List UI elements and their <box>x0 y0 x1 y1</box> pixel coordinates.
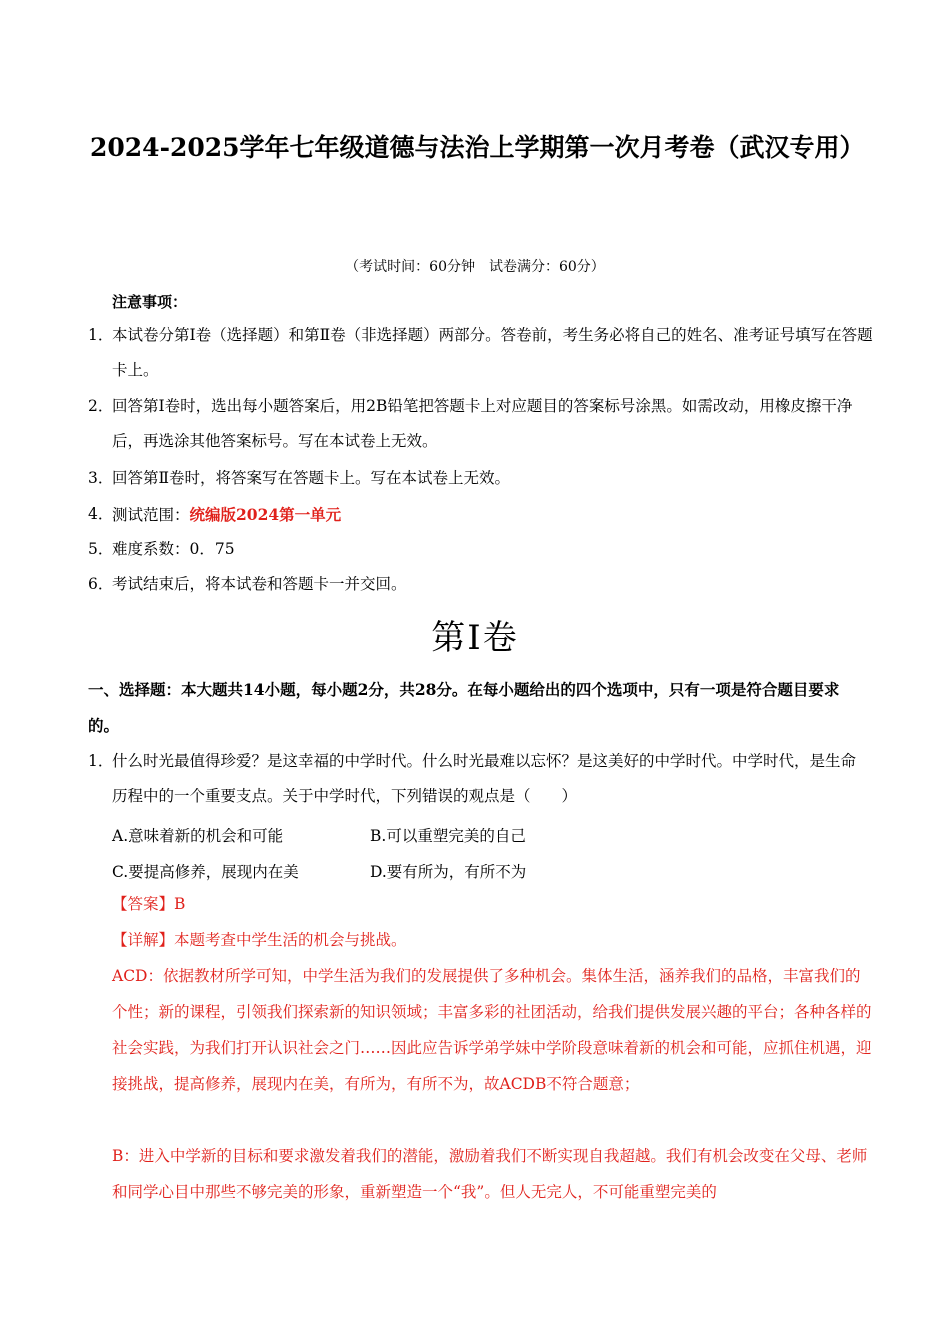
notice-item-number: 3． <box>88 469 114 487</box>
option-b: B.可以重塑完美的自己 <box>370 827 526 845</box>
notice-item <box>88 532 878 567</box>
notice-item-text: 回答第Ⅰ卷时，选出每小题答案后，用2B铅笔把答题卡上对应题目的答案标号涂黑。如需改动，用橡皮擦干净后，再选涂其他答案标号。写在本试卷上无效。 <box>112 397 853 450</box>
notice-item-number: 4． <box>88 505 114 523</box>
scope-label: 测试范围： <box>112 506 190 524</box>
notice-item-number: 1． <box>88 326 114 344</box>
notice-item <box>88 461 878 496</box>
notice-item-text <box>112 497 878 533</box>
option-d: D.要有所为，有所不为 <box>370 863 527 881</box>
page-title: 2024-2025学年七年级道德与法治上学期第一次月考卷（武汉专用） <box>90 133 865 162</box>
notice-item-text: 考试结束后，将本试卷和答题卡一并交回。 <box>112 575 407 593</box>
notice-item-text: 回答第Ⅱ卷时，将答案写在答题卡上。写在本试卷上无效。 <box>112 469 511 487</box>
question-text: 什么时光最值得珍爱？是这幸福的中学时代。什么时光最难以忘怀？是这美好的中学时代。中学时代，是生命历程中的一个重要支点。关于中学时代，下列错误的观点是（ ） <box>112 752 857 805</box>
option-c: C.要提高修养，展现内在美 <box>112 863 299 881</box>
section-heading: 一、选择题：本大题共14小题，每小题2分，共28分。在每小题给出的四个选项中，只有一项是符合题目要求的。 <box>88 680 840 735</box>
notice-item-number: 6． <box>88 575 114 593</box>
question-number: 1． <box>88 752 114 770</box>
answer-line: 【答案】B <box>112 895 186 913</box>
notice-item <box>88 567 878 602</box>
notice-heading: 注意事项： <box>112 293 188 311</box>
notice-item <box>88 497 878 533</box>
notice-item-number: 2． <box>88 397 114 415</box>
option-a: A.意味着新的机会和可能 <box>112 827 284 845</box>
notice-item <box>88 389 878 459</box>
analysis-acd: ACD：依据教材所学可知，中学生活为我们的发展提供了多种机会。集体生活，涵养我们的品格，丰富我们的个性；新的课程，引领我们探索新的知识领域；丰富多彩的社团活动，给我们提供发展兴趣的平台；各种各样的社会实践，为我们打开认识社会之门……因此应告诉学弟学妹中学阶段意味着新的机会和可能，应抓住机遇，迎接挑战，提高修养，展现内在美，有所为，有所不为，故ACDB不符合题意； <box>112 967 872 1093</box>
notice-item-text: 本试卷分第Ⅰ卷（选择题）和第Ⅱ卷（非选择题）两部分。答卷前，考生务必将自己的姓名、准考证号填写在答题卡上。 <box>112 326 873 379</box>
scope-highlight: 统编版2024第一单元 <box>189 505 342 524</box>
notice-item <box>88 318 878 388</box>
volume-title: 第Ⅰ卷 <box>431 618 519 658</box>
question-stem <box>88 744 868 814</box>
notice-item-text: 难度系数：0．75 <box>112 540 235 558</box>
notice-item-number: 5． <box>88 540 114 558</box>
exam-info: （考试时间：60分钟 试卷满分：60分） <box>345 259 605 275</box>
analysis-b: B：进入中学新的目标和要求激发着我们的潜能，激励着我们不断实现自我超越。我们有机会改变在父母、老师和同学心目中那些不够完美的形象，重新塑造一个“我”。但人无完人，不可能重塑完美的 <box>112 1147 868 1201</box>
detail-line: 【详解】本题考查中学生活的机会与挑战。 <box>112 931 407 949</box>
